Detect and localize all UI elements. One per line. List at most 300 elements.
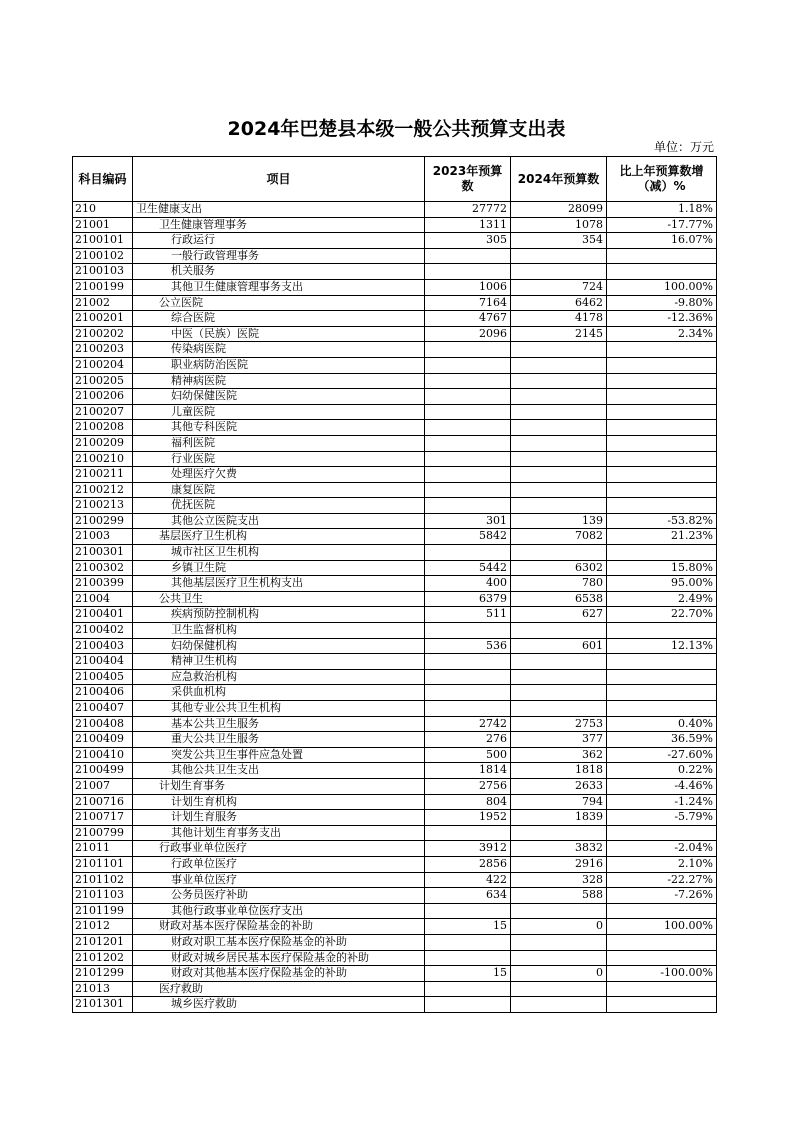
cell-item: 综合医院 (133, 311, 425, 327)
cell-item: 其他卫生健康管理事务支出 (133, 279, 425, 295)
cell-code: 2100405 (73, 669, 133, 685)
table-row (73, 607, 717, 623)
cell-budget-2024 (511, 545, 607, 561)
cell-budget-2024: 3832 (511, 841, 607, 857)
table-row (73, 217, 717, 233)
cell-item: 其他专业公共卫生机构 (133, 701, 425, 717)
table-row (73, 202, 717, 218)
cell-code: 2100208 (73, 420, 133, 436)
cell-change-pct (607, 389, 717, 405)
cell-budget-2023 (425, 451, 511, 467)
cell-change-pct: 2.49% (607, 591, 717, 607)
cell-change-pct (607, 342, 717, 358)
cell-change-pct: 2.10% (607, 856, 717, 872)
cell-budget-2024: 2916 (511, 856, 607, 872)
table-row (73, 311, 717, 327)
cell-code: 21011 (73, 841, 133, 857)
table-row (73, 623, 717, 639)
cell-code: 2100399 (73, 576, 133, 592)
cell-budget-2024 (511, 903, 607, 919)
cell-item: 医疗救助 (133, 981, 425, 997)
cell-item: 基层医疗卫生机构 (133, 529, 425, 545)
cell-item: 疾病预防控制机构 (133, 607, 425, 623)
cell-item: 其他公立医院支出 (133, 513, 425, 529)
cell-budget-2023: 2096 (425, 326, 511, 342)
cell-budget-2023: 1311 (425, 217, 511, 233)
cell-item: 应急救治机构 (133, 669, 425, 685)
cell-code: 2101201 (73, 934, 133, 950)
cell-budget-2023: 15 (425, 919, 511, 935)
cell-change-pct: 100.00% (607, 279, 717, 295)
cell-code: 2100716 (73, 794, 133, 810)
cell-change-pct (607, 825, 717, 841)
cell-item: 城市社区卫生机构 (133, 545, 425, 561)
cell-change-pct: -22.27% (607, 872, 717, 888)
cell-item: 财政对职工基本医疗保险基金的补助 (133, 934, 425, 950)
cell-item: 财政对基本医疗保险基金的补助 (133, 919, 425, 935)
cell-budget-2023: 7164 (425, 295, 511, 311)
header-budget-2023: 2023年预算数 (425, 157, 511, 202)
table-row (73, 872, 717, 888)
cell-code: 2100210 (73, 451, 133, 467)
cell-code: 2101199 (73, 903, 133, 919)
cell-change-pct: 15.80% (607, 560, 717, 576)
table-row (73, 326, 717, 342)
cell-budget-2023 (425, 545, 511, 561)
cell-item: 精神病医院 (133, 373, 425, 389)
cell-budget-2023 (425, 685, 511, 701)
table-row (73, 529, 717, 545)
cell-code: 21013 (73, 981, 133, 997)
cell-code: 2100102 (73, 248, 133, 264)
cell-item: 其他行政事业单位医疗支出 (133, 903, 425, 919)
table-row (73, 373, 717, 389)
cell-budget-2024 (511, 435, 607, 451)
cell-budget-2023: 536 (425, 638, 511, 654)
cell-code: 2100199 (73, 279, 133, 295)
cell-budget-2023: 511 (425, 607, 511, 623)
cell-code: 2100103 (73, 264, 133, 280)
cell-change-pct (607, 981, 717, 997)
cell-item: 公立医院 (133, 295, 425, 311)
cell-item: 财政对城乡居民基本医疗保险基金的补助 (133, 950, 425, 966)
cell-code: 2101202 (73, 950, 133, 966)
cell-item: 处理医疗欠费 (133, 467, 425, 483)
cell-budget-2024: 0 (511, 966, 607, 982)
cell-change-pct: -17.77% (607, 217, 717, 233)
cell-budget-2024: 328 (511, 872, 607, 888)
cell-budget-2024 (511, 950, 607, 966)
cell-item: 妇幼保健医院 (133, 389, 425, 405)
cell-budget-2024: 627 (511, 607, 607, 623)
cell-item: 计划生育事务 (133, 778, 425, 794)
cell-code: 2100302 (73, 560, 133, 576)
cell-item: 传染病医院 (133, 342, 425, 358)
cell-change-pct: -1.24% (607, 794, 717, 810)
cell-item: 其他计划生育事务支出 (133, 825, 425, 841)
cell-budget-2023 (425, 342, 511, 358)
cell-code: 2100410 (73, 747, 133, 763)
cell-item: 行政运行 (133, 233, 425, 249)
cell-budget-2023: 3912 (425, 841, 511, 857)
cell-budget-2023: 1952 (425, 810, 511, 826)
table-row (73, 420, 717, 436)
cell-budget-2024: 588 (511, 888, 607, 904)
cell-change-pct: -12.36% (607, 311, 717, 327)
cell-budget-2024 (511, 342, 607, 358)
table-row (73, 498, 717, 514)
cell-change-pct (607, 420, 717, 436)
table-row (73, 966, 717, 982)
cell-budget-2023: 6379 (425, 591, 511, 607)
cell-budget-2024: 28099 (511, 202, 607, 218)
cell-change-pct (607, 654, 717, 670)
cell-change-pct (607, 404, 717, 420)
cell-change-pct (607, 623, 717, 639)
cell-budget-2023 (425, 264, 511, 280)
cell-item: 行政单位医疗 (133, 856, 425, 872)
cell-budget-2024: 6302 (511, 560, 607, 576)
table-row (73, 997, 717, 1013)
cell-item: 其他专科医院 (133, 420, 425, 436)
cell-change-pct: -7.26% (607, 888, 717, 904)
cell-budget-2024: 7082 (511, 529, 607, 545)
cell-item: 计划生育服务 (133, 810, 425, 826)
cell-budget-2023: 4767 (425, 311, 511, 327)
cell-budget-2024 (511, 498, 607, 514)
table-row (73, 576, 717, 592)
header-change-pct: 比上年预算数增（减）% (607, 157, 717, 202)
table-row (73, 669, 717, 685)
cell-code: 2101102 (73, 872, 133, 888)
cell-budget-2023: 400 (425, 576, 511, 592)
cell-item: 卫生健康支出 (133, 202, 425, 218)
cell-item: 行政事业单位医疗 (133, 841, 425, 857)
cell-change-pct (607, 950, 717, 966)
cell-change-pct: 2.34% (607, 326, 717, 342)
cell-change-pct (607, 264, 717, 280)
cell-code: 2100717 (73, 810, 133, 826)
cell-code: 2100206 (73, 389, 133, 405)
cell-change-pct (607, 997, 717, 1013)
table-row (73, 295, 717, 311)
table-row (73, 654, 717, 670)
table-body (73, 202, 717, 1013)
cell-budget-2023 (425, 357, 511, 373)
cell-budget-2024: 724 (511, 279, 607, 295)
cell-budget-2023 (425, 701, 511, 717)
cell-budget-2023: 804 (425, 794, 511, 810)
cell-budget-2023 (425, 623, 511, 639)
cell-budget-2024 (511, 701, 607, 717)
table-row (73, 638, 717, 654)
cell-budget-2024: 4178 (511, 311, 607, 327)
cell-change-pct: 22.70% (607, 607, 717, 623)
cell-change-pct: -100.00% (607, 966, 717, 982)
cell-item: 精神卫生机构 (133, 654, 425, 670)
cell-budget-2024 (511, 357, 607, 373)
cell-change-pct: 36.59% (607, 732, 717, 748)
cell-budget-2023: 305 (425, 233, 511, 249)
cell-item: 职业病防治医院 (133, 357, 425, 373)
cell-change-pct: 1.18% (607, 202, 717, 218)
page-title: 2024年巴楚县本级一般公共预算支出表 (227, 118, 566, 140)
cell-code: 21004 (73, 591, 133, 607)
cell-code: 2100402 (73, 623, 133, 639)
cell-change-pct (607, 903, 717, 919)
cell-change-pct: -9.80% (607, 295, 717, 311)
cell-budget-2023: 5842 (425, 529, 511, 545)
cell-budget-2023 (425, 981, 511, 997)
cell-code: 2101101 (73, 856, 133, 872)
cell-budget-2024: 6538 (511, 591, 607, 607)
table-row (73, 404, 717, 420)
table-row (73, 841, 717, 857)
table-row (73, 856, 717, 872)
header-item: 项目 (133, 157, 425, 202)
cell-code: 2100205 (73, 373, 133, 389)
cell-code: 21007 (73, 778, 133, 794)
cell-item: 事业单位医疗 (133, 872, 425, 888)
cell-budget-2024: 1818 (511, 763, 607, 779)
unit-label: 单位：万元 (653, 140, 714, 154)
cell-budget-2024: 2145 (511, 326, 607, 342)
cell-change-pct: 100.00% (607, 919, 717, 935)
cell-code: 2100799 (73, 825, 133, 841)
table-row (73, 435, 717, 451)
cell-budget-2024 (511, 623, 607, 639)
cell-code: 2101299 (73, 966, 133, 982)
cell-change-pct: -27.60% (607, 747, 717, 763)
cell-budget-2023 (425, 373, 511, 389)
cell-change-pct (607, 498, 717, 514)
table-row (73, 560, 717, 576)
cell-change-pct: 12.13% (607, 638, 717, 654)
cell-budget-2024: 1839 (511, 810, 607, 826)
cell-budget-2024 (511, 389, 607, 405)
table-row (73, 701, 717, 717)
table-row (73, 747, 717, 763)
table-row (73, 342, 717, 358)
cell-budget-2024 (511, 685, 607, 701)
cell-item: 康复医院 (133, 482, 425, 498)
cell-budget-2023 (425, 950, 511, 966)
cell-code: 2100301 (73, 545, 133, 561)
table-row (73, 482, 717, 498)
cell-item: 计划生育机构 (133, 794, 425, 810)
cell-budget-2023: 2756 (425, 778, 511, 794)
cell-budget-2023 (425, 825, 511, 841)
cell-budget-2024: 6462 (511, 295, 607, 311)
cell-budget-2023: 422 (425, 872, 511, 888)
cell-change-pct (607, 701, 717, 717)
cell-change-pct (607, 482, 717, 498)
cell-code: 2100409 (73, 732, 133, 748)
cell-item: 一般行政管理事务 (133, 248, 425, 264)
cell-budget-2023: 1814 (425, 763, 511, 779)
cell-item: 其他公共卫生支出 (133, 763, 425, 779)
cell-code: 2100202 (73, 326, 133, 342)
cell-change-pct (607, 451, 717, 467)
cell-item: 重大公共卫生服务 (133, 732, 425, 748)
cell-budget-2024 (511, 420, 607, 436)
cell-change-pct: 0.40% (607, 716, 717, 732)
table-row (73, 389, 717, 405)
cell-code: 2100211 (73, 467, 133, 483)
cell-budget-2024: 377 (511, 732, 607, 748)
cell-item: 卫生健康管理事务 (133, 217, 425, 233)
table-row (73, 685, 717, 701)
table-row (73, 716, 717, 732)
cell-budget-2023 (425, 482, 511, 498)
cell-change-pct: -53.82% (607, 513, 717, 529)
cell-code: 2100101 (73, 233, 133, 249)
table-row (73, 950, 717, 966)
cell-budget-2023: 5442 (425, 560, 511, 576)
cell-item: 优抚医院 (133, 498, 425, 514)
cell-item: 其他基层医疗卫生机构支出 (133, 576, 425, 592)
cell-change-pct (607, 934, 717, 950)
table-row (73, 888, 717, 904)
cell-budget-2023: 1006 (425, 279, 511, 295)
cell-change-pct (607, 669, 717, 685)
table-row (73, 825, 717, 841)
table-row (73, 934, 717, 950)
cell-budget-2024 (511, 482, 607, 498)
cell-change-pct (607, 248, 717, 264)
cell-item: 中医（民族）医院 (133, 326, 425, 342)
table-row (73, 903, 717, 919)
table-row (73, 981, 717, 997)
cell-code: 2100212 (73, 482, 133, 498)
cell-budget-2023: 2742 (425, 716, 511, 732)
cell-item: 儿童医院 (133, 404, 425, 420)
cell-change-pct (607, 467, 717, 483)
cell-code: 2100407 (73, 701, 133, 717)
cell-budget-2024: 354 (511, 233, 607, 249)
cell-item: 行业医院 (133, 451, 425, 467)
table-row (73, 810, 717, 826)
cell-budget-2023: 27772 (425, 202, 511, 218)
table-row (73, 248, 717, 264)
cell-code: 2100207 (73, 404, 133, 420)
cell-change-pct (607, 435, 717, 451)
table-row (73, 279, 717, 295)
table-row (73, 513, 717, 529)
cell-change-pct: -2.04% (607, 841, 717, 857)
table-row (73, 264, 717, 280)
cell-code: 2100406 (73, 685, 133, 701)
cell-budget-2024: 362 (511, 747, 607, 763)
header-budget-2024: 2024年预算数 (511, 157, 607, 202)
cell-budget-2023 (425, 435, 511, 451)
cell-code: 2100203 (73, 342, 133, 358)
table-row (73, 794, 717, 810)
cell-budget-2024 (511, 825, 607, 841)
cell-change-pct: -5.79% (607, 810, 717, 826)
table-row (73, 357, 717, 373)
table-row (73, 591, 717, 607)
cell-budget-2024: 2753 (511, 716, 607, 732)
table-row (73, 778, 717, 794)
cell-budget-2023 (425, 467, 511, 483)
cell-item: 机关服务 (133, 264, 425, 280)
cell-item: 乡镇卫生院 (133, 560, 425, 576)
cell-budget-2024: 2633 (511, 778, 607, 794)
table-row (73, 467, 717, 483)
cell-item: 城乡医疗救助 (133, 997, 425, 1013)
cell-change-pct (607, 545, 717, 561)
cell-budget-2023: 301 (425, 513, 511, 529)
cell-budget-2024 (511, 373, 607, 389)
table-row (73, 763, 717, 779)
cell-budget-2024 (511, 264, 607, 280)
cell-budget-2024: 780 (511, 576, 607, 592)
cell-budget-2023 (425, 404, 511, 420)
cell-budget-2023 (425, 654, 511, 670)
cell-budget-2024: 601 (511, 638, 607, 654)
cell-budget-2024 (511, 654, 607, 670)
cell-code: 2100403 (73, 638, 133, 654)
cell-code: 2100209 (73, 435, 133, 451)
cell-item: 财政对其他基本医疗保险基金的补助 (133, 966, 425, 982)
cell-item: 妇幼保健机构 (133, 638, 425, 654)
cell-change-pct (607, 357, 717, 373)
cell-code: 2100408 (73, 716, 133, 732)
cell-change-pct: 0.22% (607, 763, 717, 779)
cell-code: 21003 (73, 529, 133, 545)
cell-change-pct: -4.46% (607, 778, 717, 794)
cell-budget-2024 (511, 248, 607, 264)
cell-budget-2024 (511, 451, 607, 467)
cell-item: 公务员医疗补助 (133, 888, 425, 904)
cell-change-pct: 16.07% (607, 233, 717, 249)
cell-item: 福利医院 (133, 435, 425, 451)
cell-budget-2023 (425, 420, 511, 436)
cell-code: 2101103 (73, 888, 133, 904)
cell-budget-2024 (511, 934, 607, 950)
cell-item: 采供血机构 (133, 685, 425, 701)
table-row (73, 451, 717, 467)
cell-budget-2024 (511, 467, 607, 483)
cell-item: 基本公共卫生服务 (133, 716, 425, 732)
cell-budget-2024 (511, 669, 607, 685)
cell-budget-2024: 139 (511, 513, 607, 529)
cell-code: 2100204 (73, 357, 133, 373)
cell-code: 210 (73, 202, 133, 218)
cell-budget-2023: 15 (425, 966, 511, 982)
cell-budget-2023: 634 (425, 888, 511, 904)
cell-budget-2024: 0 (511, 919, 607, 935)
cell-budget-2023: 500 (425, 747, 511, 763)
header-row (73, 157, 717, 202)
cell-budget-2024 (511, 997, 607, 1013)
table-row (73, 545, 717, 561)
cell-code: 21002 (73, 295, 133, 311)
cell-budget-2023 (425, 934, 511, 950)
cell-item: 突发公共卫生事件应急处置 (133, 747, 425, 763)
table-row (73, 919, 717, 935)
cell-change-pct: 95.00% (607, 576, 717, 592)
cell-budget-2023 (425, 997, 511, 1013)
header-code: 科目编码 (73, 157, 133, 202)
table-row (73, 732, 717, 748)
cell-code: 2100404 (73, 654, 133, 670)
cell-budget-2023: 276 (425, 732, 511, 748)
cell-budget-2024: 794 (511, 794, 607, 810)
cell-code: 2100299 (73, 513, 133, 529)
budget-table (72, 156, 717, 1013)
